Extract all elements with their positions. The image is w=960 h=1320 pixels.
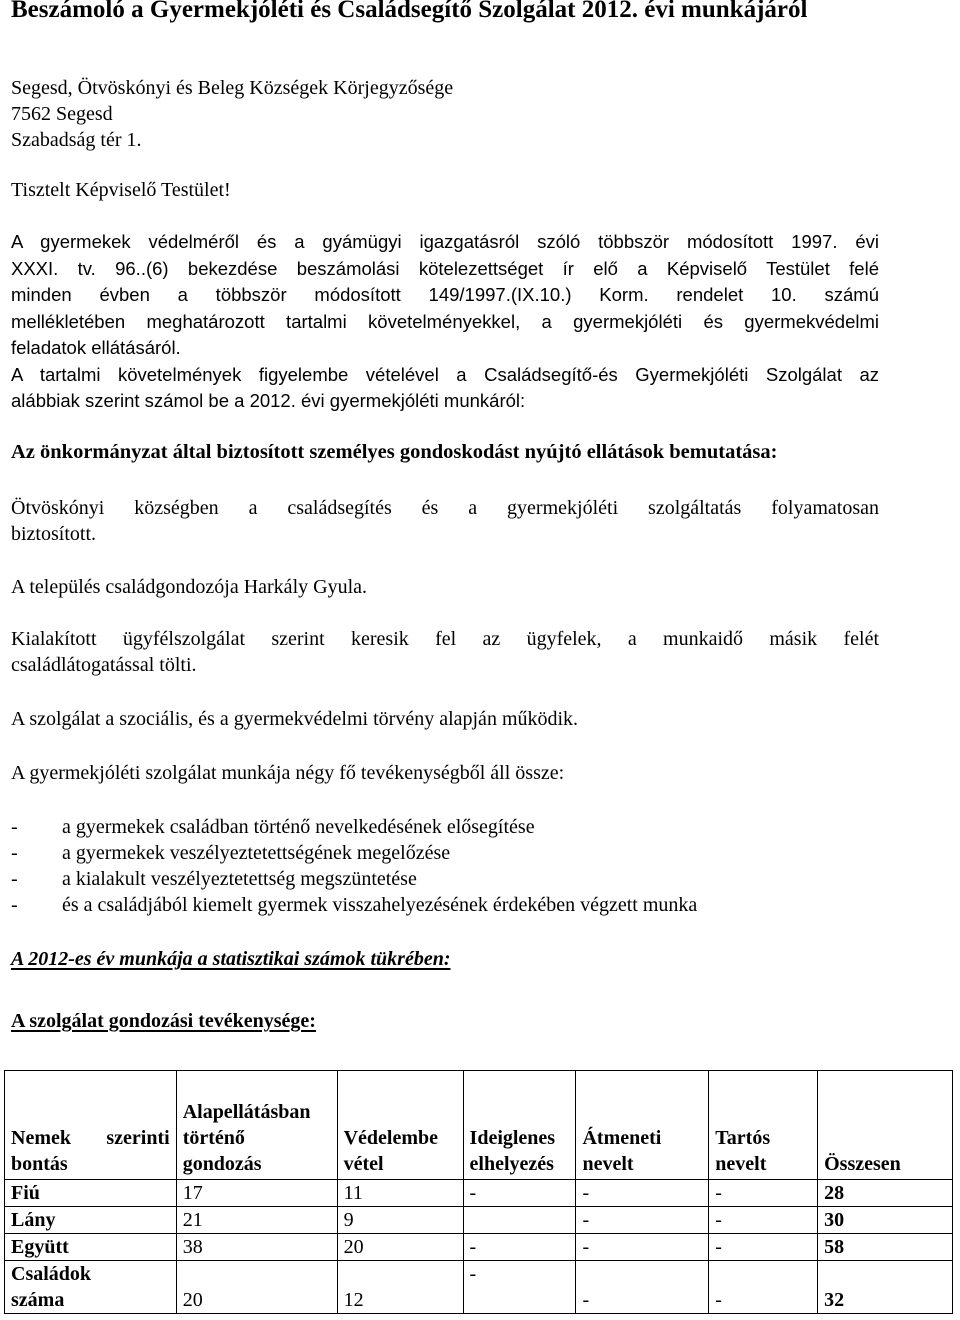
list-dash: - <box>11 868 18 890</box>
column-header: Összesen <box>818 1071 953 1180</box>
table-cell: - <box>576 1261 709 1314</box>
table-cell: - <box>709 1180 818 1207</box>
care-heading: A szolgálat gondozási tevékenysége: <box>11 1010 316 1032</box>
paragraph-law: A szolgálat a szociális, és a gyermekvédelmi törvény alapján működik. <box>11 708 579 730</box>
intro-line: XXXI. tv. 96..(6) bekezdése beszámolási kötelezettséget ír elő a Képviselő Testület felé <box>11 257 879 279</box>
column-header: Átmeneti nevelt <box>576 1071 709 1180</box>
intro-line: minden évben a többször módosított 149/1997.(IX.10.) Korm. rendelet 10. számú <box>11 284 879 305</box>
list-dash: - <box>11 816 18 838</box>
row-label: Együtt <box>5 1234 177 1261</box>
care-statistics-table <box>4 1070 953 1314</box>
column-header: Ideiglenes elhelyezés <box>463 1071 576 1180</box>
intro-line: A gyermekek védelméről és a gyámügyi igazgatásról szóló többször módosított 1997. évi <box>11 231 879 252</box>
table-row <box>5 1207 953 1234</box>
table-cell: 20 <box>337 1234 463 1261</box>
table-header-row <box>5 1071 953 1180</box>
table-cell: - <box>576 1234 709 1261</box>
paragraph-office <box>11 626 879 678</box>
paragraph-line: családlátogatással tölti. <box>11 654 197 676</box>
table-cell-total: 58 <box>818 1234 953 1261</box>
paragraph-activities-intro: A gyermekjóléti szolgálat munkája négy fő tevékenységből áll össze: <box>11 762 565 784</box>
address-block <box>11 75 879 153</box>
list-item: - a kialakult veszélyeztetettség megszüntetése <box>11 868 417 890</box>
activities-list <box>11 814 879 918</box>
paragraph-caregiver: A település családgondozója Harkály Gyula. <box>11 576 367 598</box>
section-heading: Az önkormányzat által biztosított személyes gondoskodást nyújtó ellátások bemutatása: <box>11 441 778 463</box>
row-label: Fiú <box>5 1180 177 1207</box>
table-cell-total: 30 <box>818 1207 953 1234</box>
intro-line: A tartalmi követelmények figyelembe vételével a Családsegítő-és Gyermekjóléti Szolgálat az <box>11 363 879 385</box>
table-cell: - <box>463 1234 576 1261</box>
table-cell: 12 <box>337 1261 463 1314</box>
table-cell: 17 <box>176 1180 337 1207</box>
table-cell: 11 <box>337 1180 463 1207</box>
address-line: Szabadság tér 1. <box>11 129 142 151</box>
table-cell-total: 32 <box>818 1261 953 1314</box>
table-cell: - <box>709 1261 818 1314</box>
paragraph-service <box>11 495 879 547</box>
list-dash: - <box>11 894 18 916</box>
table-cell: - <box>709 1234 818 1261</box>
salutation: Tisztelt Képviselő Testület! <box>11 179 231 201</box>
table-cell: - <box>709 1207 818 1234</box>
table-row <box>5 1234 953 1261</box>
row-label: Családok száma <box>5 1261 177 1314</box>
address-line: 7562 Segesd <box>11 103 113 125</box>
paragraph-line: biztosított. <box>11 523 96 545</box>
row-label: Lány <box>5 1207 177 1234</box>
list-item: - a gyermekek veszélyeztetettségének megelőzése <box>11 842 451 864</box>
stats-heading: A 2012-es év munkája a statisztikai számok tükrében: <box>11 948 451 970</box>
table-cell-total: 28 <box>818 1180 953 1207</box>
table-cell: - <box>576 1180 709 1207</box>
address-line: Segesd, Ötvöskónyi és Beleg Községek Körjegyzősége <box>11 77 454 99</box>
intro-paragraph <box>11 229 879 415</box>
intro-line: alábbiak szerint számol be a 2012. évi gyermekjóléti munkáról: <box>11 390 526 411</box>
column-header: Védelembe vétel <box>337 1071 463 1180</box>
table-row <box>5 1261 953 1314</box>
document-title: Beszámoló a Gyermekjóléti és Családsegítő Szolgálat 2012. évi munkájáról <box>11 0 808 23</box>
intro-line: mellékletében meghatározott tartalmi követelményekkel, a gyermekjóléti és gyermekvédelmi <box>11 310 879 332</box>
table-cell <box>463 1207 576 1234</box>
paragraph-line: Ötvöskónyi községben a családsegítés és a gyermekjóléti szolgáltatás folyamatosan <box>11 497 879 519</box>
table-cell: 38 <box>176 1234 337 1261</box>
column-header: Alapellátásban történő gondozás <box>176 1071 337 1180</box>
list-item: - és a családjából kiemelt gyermek visszahelyezésének érdekében végzett munka <box>11 894 698 916</box>
list-item: - a gyermekek családban történő nevelkedésének elősegítése <box>11 816 535 838</box>
column-header: Nemek szerinti bontás <box>5 1071 177 1180</box>
table-cell: - <box>463 1180 576 1207</box>
list-dash: - <box>11 842 18 864</box>
column-header: Tartós nevelt <box>709 1071 818 1180</box>
intro-line: feladatok ellátásáról. <box>11 337 181 358</box>
table-cell: 9 <box>337 1207 463 1234</box>
table-cell: 21 <box>176 1207 337 1234</box>
table-row <box>5 1180 953 1207</box>
table-cell: 20 <box>176 1261 337 1314</box>
table-cell: - <box>463 1261 576 1314</box>
table-cell: - <box>576 1207 709 1234</box>
paragraph-line: Kialakított ügyfélszolgálat szerint keresik fel az ügyfelek, a munkaidő másik felét <box>11 628 879 650</box>
